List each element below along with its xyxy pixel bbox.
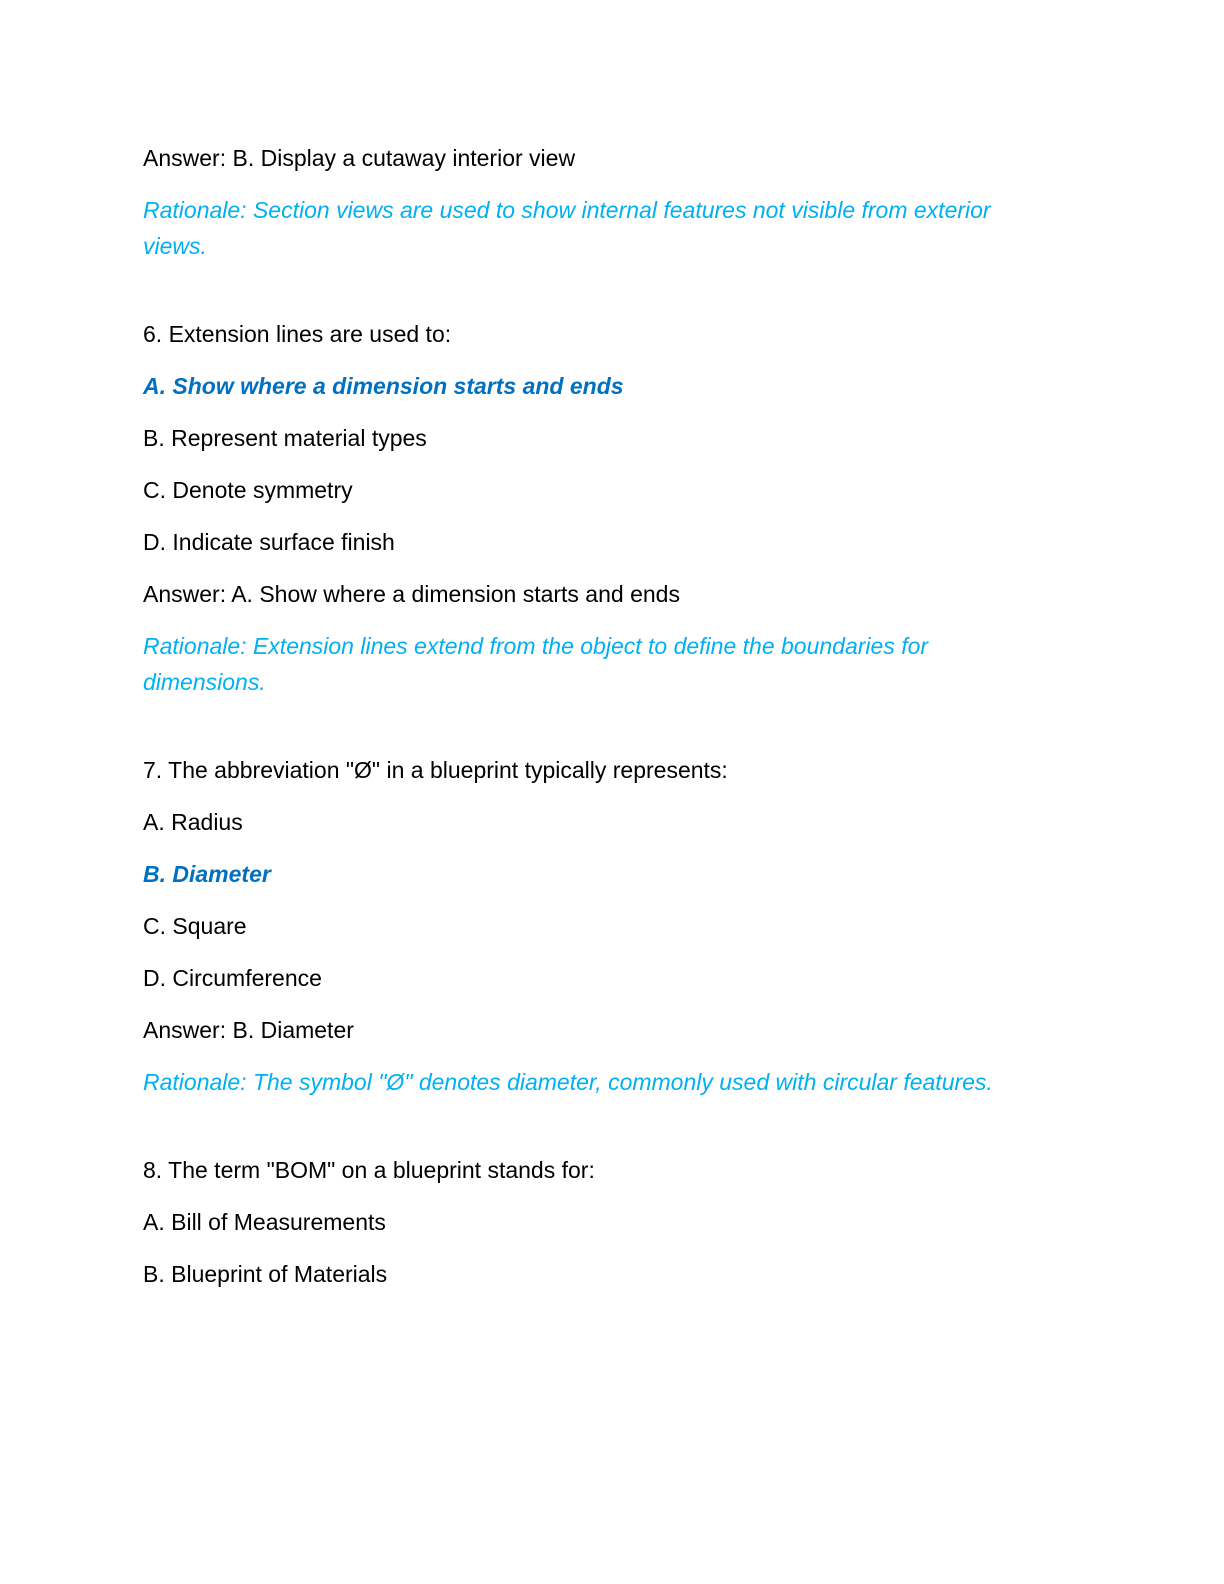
q5-answer: Answer: B. Display a cutaway interior view bbox=[143, 145, 576, 171]
q7-question: 7. The abbreviation "Ø" in a blueprint typically represents: bbox=[143, 757, 728, 783]
q6-option-d: D. Indicate surface finish bbox=[143, 529, 395, 555]
q8-option-b: B. Blueprint of Materials bbox=[143, 1261, 388, 1287]
q5-rationale: Rationale: Section views are used to show internal features not visible from exterior views. bbox=[143, 197, 997, 259]
q6-rationale: Rationale: Extension lines extend from the object to define the boundaries for dimensions. bbox=[143, 633, 935, 695]
document-page bbox=[143, 140, 1043, 1292]
q6-option-b: B. Represent material types bbox=[143, 425, 427, 451]
q7-option-b-correct: B. Diameter bbox=[143, 861, 271, 887]
q7-option-d: D. Circumference bbox=[143, 965, 322, 991]
q6-option-a-correct: A. Show where a dimension starts and ends bbox=[143, 373, 624, 399]
q6-option-c: C. Denote symmetry bbox=[143, 477, 353, 503]
q7-rationale: Rationale: The symbol "Ø" denotes diameter, commonly used with circular features. bbox=[143, 1069, 993, 1095]
q7-answer: Answer: B. Diameter bbox=[143, 1017, 354, 1043]
q8-option-a: A. Bill of Measurements bbox=[143, 1209, 386, 1235]
q6-answer: Answer: A. Show where a dimension starts and ends bbox=[143, 581, 680, 607]
q7-option-c: C. Square bbox=[143, 913, 247, 939]
q7-option-a: A. Radius bbox=[143, 809, 243, 835]
q8-question: 8. The term "BOM" on a blueprint stands for: bbox=[143, 1157, 595, 1183]
q6-question: 6. Extension lines are used to: bbox=[143, 321, 452, 347]
